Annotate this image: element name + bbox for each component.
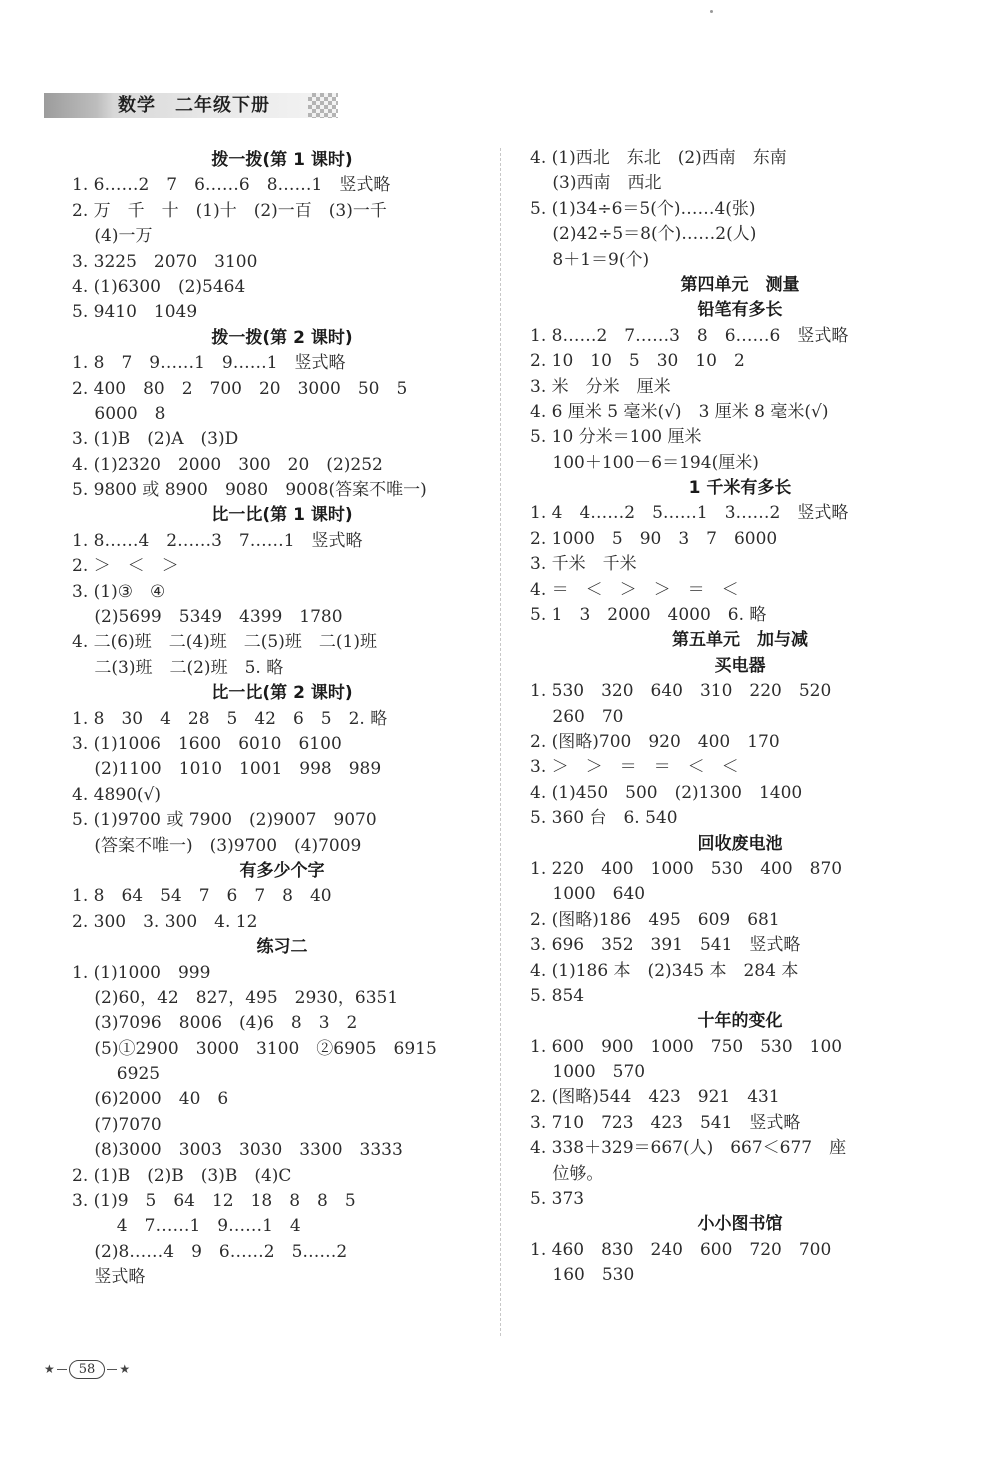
header-checker-pattern bbox=[308, 93, 338, 118]
answer-line: 2. 万 千 十 (1)十 (2)一百 (3)一千 bbox=[72, 200, 387, 221]
left-answer-column bbox=[72, 148, 492, 1291]
section-heading: 拨一拨(第 2 课时) bbox=[211, 327, 353, 348]
answer-line: 竖式略 bbox=[72, 1267, 146, 1288]
answer-line: 3. 3225 2070 3100 bbox=[72, 251, 258, 272]
section-heading: 第五单元 加与减 bbox=[672, 630, 808, 651]
section-heading: 回收废电池 bbox=[697, 833, 783, 854]
answer-line: 3. (1)1006 1600 6010 6100 bbox=[72, 733, 342, 754]
answer-line: 1000 570 bbox=[530, 1062, 646, 1083]
right-answer-column bbox=[530, 146, 950, 1289]
answer-line: 5. 854 bbox=[530, 985, 585, 1006]
section-heading: 1 千米有多长 bbox=[688, 478, 792, 499]
answer-line: 160 530 bbox=[530, 1265, 635, 1286]
answer-line: 4. (1)2320 2000 300 20 (2)252 bbox=[72, 454, 383, 475]
star-icon: ★ bbox=[119, 1362, 131, 1376]
answer-line: (6)2000 40 6 bbox=[72, 1089, 229, 1110]
answer-line: (2)60，42 827，495 2930，6351 bbox=[72, 987, 399, 1008]
page-footer bbox=[44, 1358, 130, 1380]
answer-line: 100＋100－6＝194(厘米) bbox=[530, 452, 759, 473]
answer-line: 1. 530 320 640 310 220 520 bbox=[530, 681, 832, 702]
answer-line: (7)7070 bbox=[72, 1114, 162, 1135]
answer-line: (8)3000 3003 3030 3300 3333 bbox=[72, 1140, 403, 1161]
page-title: 数学 二年级下册 bbox=[118, 95, 270, 116]
star-icon: ★ bbox=[44, 1362, 55, 1376]
section-heading: 铅笔有多长 bbox=[697, 300, 783, 321]
answer-line: 3. 米 分米 厘米 bbox=[530, 376, 671, 397]
section-heading: 有多少个字 bbox=[239, 860, 325, 881]
answer-line: 6000 8 bbox=[72, 403, 166, 424]
answer-line: 2. (图略)700 920 400 170 bbox=[530, 731, 780, 752]
answer-line: 4. ＝ ＜ ＞ ＞ ＝ ＜ bbox=[530, 579, 739, 600]
answer-line: 3. 710 723 423 541 竖式略 bbox=[530, 1112, 801, 1133]
footer-rule bbox=[57, 1369, 67, 1370]
answer-line: (2)8……4 9 6……2 5……2 bbox=[72, 1241, 348, 1262]
section-heading: 比一比(第 1 课时) bbox=[211, 505, 353, 526]
answer-line: 4 7……1 9……1 4 bbox=[72, 1216, 301, 1237]
answer-line: 位够。 bbox=[530, 1163, 604, 1184]
answer-line: 5. (1)34÷6＝5(个)……4(张) bbox=[530, 198, 756, 219]
answer-line: 5. 1 3 2000 4000 6. 略 bbox=[530, 605, 767, 626]
answer-line: 260 70 bbox=[530, 706, 624, 727]
answer-line: 4. (1)西北 东北 (2)西南 东南 bbox=[530, 148, 787, 168]
answer-line: 1. 600 900 1000 750 530 100 bbox=[530, 1036, 843, 1057]
answer-line: (3)西南 西北 bbox=[530, 173, 662, 194]
answer-line: 3. (1)B (2)A (3)D bbox=[72, 429, 239, 450]
answer-line: (2)42÷5＝8(个)……2(人) bbox=[530, 224, 757, 245]
answer-line: 4. (1)6300 (2)5464 bbox=[72, 276, 246, 297]
answer-line: 2. 10 10 5 30 10 2 bbox=[530, 351, 745, 372]
answer-line: 8＋1＝9(个) bbox=[530, 249, 650, 270]
section-heading: 十年的变化 bbox=[697, 1011, 783, 1032]
answer-line: 5. 9800 或 8900 9080 9008(答案不唯一) bbox=[72, 480, 427, 501]
answer-line: 1. 6……2 7 6……6 8……1 竖式略 bbox=[72, 175, 391, 196]
answer-line: 3. 696 352 391 541 竖式略 bbox=[530, 935, 801, 956]
answer-line: 2. ＞ ＜ ＞ bbox=[72, 556, 179, 577]
page-number: 58 bbox=[69, 1360, 106, 1379]
answer-line: 4. (1)450 500 (2)1300 1400 bbox=[530, 782, 803, 803]
answer-line: 4. 6 厘米 5 毫米(√) 3 厘米 8 毫米(√) bbox=[530, 401, 829, 422]
answer-line: 2. (1)B (2)B (3)B (4)C bbox=[72, 1165, 292, 1186]
answer-line: 4. 二(6)班 二(4)班 二(5)班 二(1)班 bbox=[72, 632, 377, 653]
answer-line: 5. 373 bbox=[530, 1189, 585, 1210]
answer-line: 2. (图略)544 423 921 431 bbox=[530, 1087, 780, 1108]
answer-line: 2. 1000 5 90 3 7 6000 bbox=[530, 528, 778, 549]
answer-line: (4)一万 bbox=[72, 226, 153, 247]
answer-line: 5. 10 分米＝100 厘米 bbox=[530, 427, 702, 448]
answer-line: 1. 220 400 1000 530 400 870 bbox=[530, 858, 843, 879]
answer-line: 1. 460 830 240 600 720 700 bbox=[530, 1239, 832, 1260]
answer-line: (5)①2900 3000 3100 ②6905 6915 bbox=[72, 1038, 437, 1059]
answer-line: 2. (图略)186 495 609 681 bbox=[530, 909, 780, 930]
answer-line: 1. 8 30 4 28 5 42 6 5 2. 略 bbox=[72, 708, 388, 729]
answer-line: 1. (1)1000 999 bbox=[72, 962, 211, 983]
answer-line: 3. ＞ ＞ ＝ ＝ ＜ ＜ bbox=[530, 757, 739, 778]
answer-line: 5. 9410 1049 bbox=[72, 302, 198, 323]
answer-line: 二(3)班 二(2)班 5. 略 bbox=[72, 657, 284, 678]
answer-line: 4. 4890(√) bbox=[72, 784, 161, 805]
answer-line: 3. 千米 千米 bbox=[530, 554, 637, 575]
answer-line: 3. (1)9 5 64 12 18 8 8 5 bbox=[72, 1191, 356, 1212]
footer-rule bbox=[107, 1369, 117, 1370]
answer-line: 4. 338＋329＝667(人) 667＜677 座 bbox=[530, 1138, 847, 1159]
answer-line: 6925 bbox=[72, 1064, 161, 1085]
answer-line: (2)1100 1010 1001 998 989 bbox=[72, 759, 382, 780]
section-heading: 第四单元 测量 bbox=[680, 274, 800, 295]
answer-line: (2)5699 5349 4399 1780 bbox=[72, 607, 343, 628]
answer-line: 1. 8 64 54 7 6 7 8 40 bbox=[72, 886, 332, 907]
scan-speck bbox=[710, 10, 713, 13]
answer-line: (3)7096 8006 (4)6 8 3 2 bbox=[72, 1013, 358, 1034]
answer-line: 1000 640 bbox=[530, 884, 646, 905]
answer-line: 1. 8……2 7……3 8 6……6 竖式略 bbox=[530, 325, 849, 346]
answer-line: 1. 8 7 9……1 9……1 竖式略 bbox=[72, 353, 346, 374]
section-heading: 买电器 bbox=[714, 655, 766, 676]
answer-line: (答案不唯一) (3)9700 (4)7009 bbox=[72, 835, 362, 856]
section-heading: 比一比(第 2 课时) bbox=[211, 683, 353, 704]
answer-line: 2. 400 80 2 700 20 3000 50 5 bbox=[72, 378, 408, 399]
answer-line: 3. (1)③ ④ bbox=[72, 581, 166, 602]
column-divider bbox=[500, 148, 501, 1336]
section-heading: 小小图书馆 bbox=[697, 1214, 783, 1235]
answer-line: 5. 360 台 6. 540 bbox=[530, 808, 678, 829]
answer-line: 1. 4 4……2 5……1 3……2 竖式略 bbox=[530, 503, 849, 524]
section-heading: 练习二 bbox=[256, 937, 308, 958]
section-heading: 拨一拨(第 1 课时) bbox=[211, 150, 353, 170]
answer-line: 5. (1)9700 或 7900 (2)9007 9070 bbox=[72, 810, 377, 831]
answer-line: 1. 8……4 2……3 7……1 竖式略 bbox=[72, 530, 363, 551]
answer-line: 2. 300 3. 300 4. 12 bbox=[72, 911, 258, 932]
answer-line: 4. (1)186 本 (2)345 本 284 本 bbox=[530, 960, 799, 981]
